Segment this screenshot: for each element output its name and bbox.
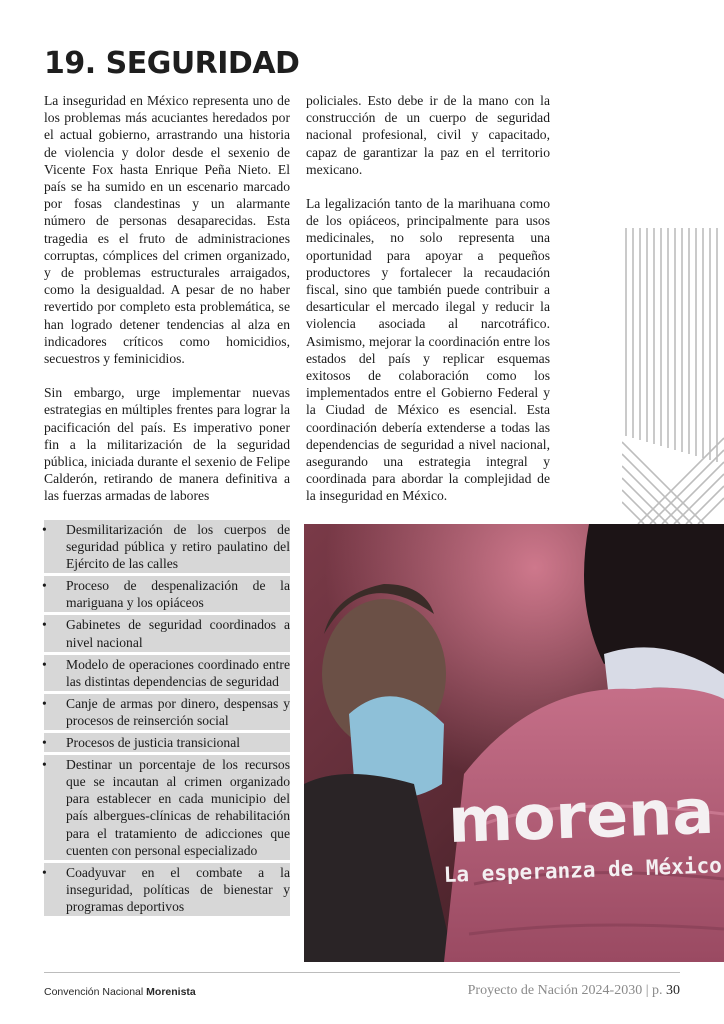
jacket-brand-text: morena [446, 774, 716, 857]
paragraph: La legalización tanto de la marihuana como de los opiáceos, principalmente para usos medicinales, no solo representa una oportunidad para apoyar a pequeños productores y fortalecer la recaudación fiscal, sino que también puede contribuir a desarticular el mercado ilegal y reducir la violencia asociada al narcotráfico. Asimismo, mejorar la coordinación entre los estados del país y replicar esquemas exitosos de colaboración como los implementados entre el Gobierno Federal y la Ciudad de México es esencial. Esta coordinación debería extenderse a todas las dependencias de seguridad a nivel nacional, asegurando una estrategia integral y coordinada para abordar la complejidad de la inseguridad en México. [306, 196, 550, 504]
decorative-stripes [622, 228, 724, 524]
list-item [44, 694, 290, 730]
bullet-marker: • [42, 578, 47, 594]
list-item [44, 863, 290, 916]
page-number: 30 [666, 983, 680, 998]
footer-org-bold: Morenista [146, 986, 196, 998]
footer-doc-title: Proyecto de Nación 2024-2030 | p. [467, 983, 663, 998]
paragraph: policiales. Esto debe ir de la mano con la construcción de un cuerpo de seguridad nacional profesional, civil y capacitado, capaz de garantizar la paz en el territorio mexicano. [306, 93, 550, 177]
bullet-marker: • [42, 617, 47, 633]
bullet-marker: • [42, 757, 47, 773]
list-item-text: Coadyuvar en el combate a la inseguridad, políticas de bienestar y programas deportivos [66, 864, 290, 914]
bullet-marker: • [42, 522, 47, 537]
list-item-text: Proceso de despenalización de la mariguana y los opiáceos [66, 578, 290, 611]
paragraph: La inseguridad en México representa uno de los problemas más acuciantes heredados por el actual gobierno, arrastrando una historia de violencia y dolor desde el sexenio de Vicente Fox hasta Enrique Peña Nieto. El país se ha sumido en un escenario marcado por fosas clandestinas y un alarmante número de personas desaparecidas. Esta tragedia es el fruto de administraciones corruptas, cómplices del crimen organizado, y de problemas estructurales arraigados, como la desigualdad. A pesar de no haber revertido por completo esta problemática, se han logrado detener tendencias al alza en indicadores críticos como homicidios, secuestros y feminicidios. [44, 93, 290, 367]
page-title: 19. SEGURIDAD [44, 46, 300, 81]
footer-organization [44, 986, 196, 998]
text-column-left [44, 92, 290, 522]
jacket-slogan-text: La esperanza de México [443, 853, 723, 887]
bullet-marker: • [42, 695, 47, 711]
list-item-text: Procesos de justicia transicional [66, 735, 241, 751]
bullet-marker: • [42, 735, 47, 751]
list-item-text: Destinar un porcentaje de los recursos que se incautan al crimen organizado para establecer en cada municipio del país albergues-clínicas de rehabilitación para el tratamiento de adicciones que cuenten con personal especializado [66, 757, 290, 858]
paragraph: Sin embargo, urge implementar nuevas estrategias en múltiples frentes para lograr la pacificación del país. Es imperativo poner fin a la militarización de la seguridad pública, iniciada durante el sexenio de Felipe Calderón, retirando de manera definitiva a las fuerzas armadas de labores [44, 385, 290, 504]
list-item [44, 655, 290, 691]
bullet-marker: • [42, 864, 47, 880]
list-item-text: Gabinetes de seguridad coordinados a nivel nacional [66, 617, 290, 650]
list-item [44, 520, 290, 573]
list-item-text: Modelo de operaciones coordinado entre las distintas dependencias de seguridad [66, 656, 290, 689]
list-item [44, 576, 290, 612]
text-column-right [306, 92, 550, 522]
proposals-list [44, 520, 290, 919]
list-item-text: Desmilitarización de los cuerpos de seguridad pública y retiro paulatino del Ejército de las calles [66, 522, 290, 572]
list-item [44, 755, 290, 860]
footer-org-regular: Convención Nacional [44, 986, 144, 998]
bullet-marker: • [42, 656, 47, 672]
footer-divider [44, 972, 680, 973]
list-item-text: Canje de armas por dinero, despensas y procesos de reinserción social [66, 695, 290, 728]
photo-illustration [304, 524, 724, 962]
photo-morena-supporters [304, 524, 724, 962]
list-item [44, 615, 290, 651]
list-item [44, 733, 290, 752]
footer-page-info [468, 983, 680, 999]
